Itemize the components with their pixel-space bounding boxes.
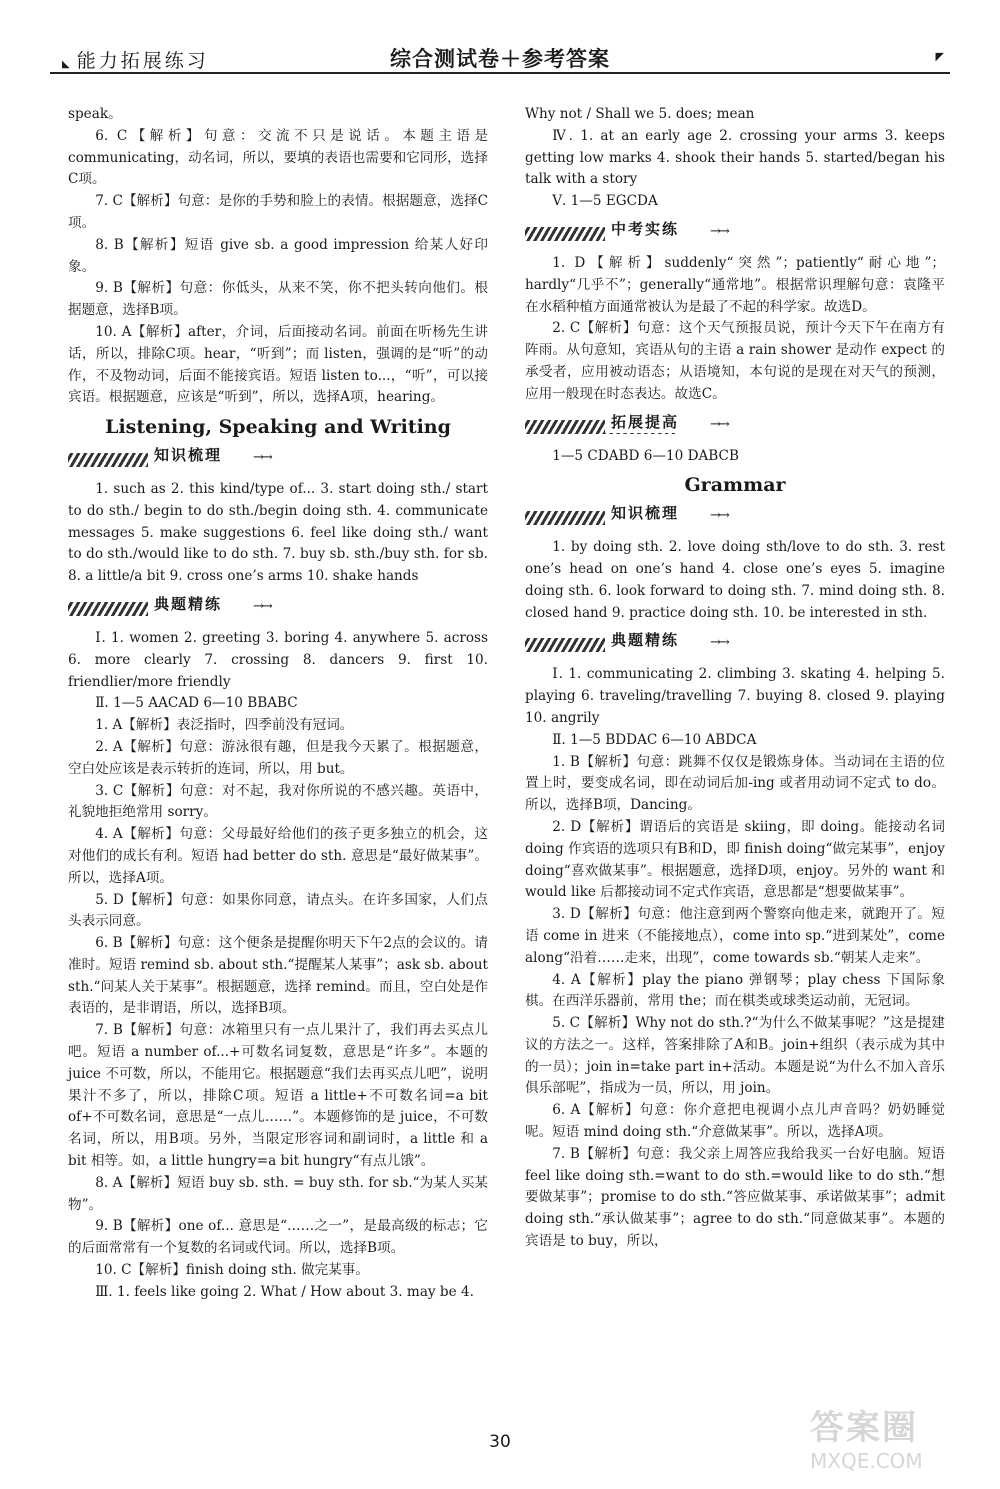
answer-paragraph: 8. A【解析】短语 buy sb. sth. = buy sth. for sb.“为某人买某物”。 xyxy=(68,1174,488,1213)
section-banner xyxy=(525,219,945,245)
answer-paragraph: 1. by doing sth. 2. love doing sth/love to do sth. 3. rest one’s head on one’s hand 4. close one’s eyes 5. imagine doing sth. 6. look forward to doing sth. 7. mind doing sth. 8. closed hand 9. practice doing sth. 10. be interested in sth. xyxy=(525,539,945,621)
answer-paragraph: 9. B【解析】句意：你低头，从来不笑，你不把头转向他们。根据题意，选择B项。 xyxy=(68,280,488,319)
section-banner xyxy=(525,503,945,529)
answer-paragraph: 5. D【解析】句意：如果你同意，请点头。在许多国家，人们点头表示同意。 xyxy=(68,891,488,930)
answer-paragraph: 9. B【解析】one of... 意思是“……之一”，是最高级的标志；它的后面常常有一个复数的名词或代词。所以，选择B项。 xyxy=(68,1218,488,1257)
answer-paragraph: 3. D【解析】句意：他注意到两个警察向他走来，就跑开了。短语 come in 进来（不能接地点），come into sp.“进到某处”，come along“沿着……走来，出现”，come towards sb.“朝某人走来”。 xyxy=(525,906,945,966)
answer-paragraph: 1. D【解析】suddenly“突然”；patiently“耐心地”；hardly“几乎不”；generally“通常地”。根据常识理解句意：袁隆平在水稻种植方面通常被认为是最了不起的科学家。故选D。 xyxy=(525,254,945,315)
answer-paragraph: Ⅰ. 1. women 2. greeting 3. boring 4. anywhere 5. across 6. more clearly 7. crossing 8. dancers 9. first 10. friendlier/more friendly xyxy=(68,629,488,690)
answer-paragraph: 7. B【解析】句意：冰箱里只有一点儿果汁了，我们再去买点儿吧。短语 a number of...+可数名词复数，意思是“许多”。本题的 juice 不可数，所以，不能用它。根据题意“我们去再买点儿吧”，说明果汁不多了，所以，排除C项。短语 a little+不可数名词=a bit of+不可数名词，意思是“一点儿……”。本题修饰的是 juice，不可数名词，所以，用B项。另外，当限定形容词和副词时，a little 和 a bit 相等。如，a little hungry=a bit hungry“有点儿饿”。 xyxy=(68,1022,488,1170)
section-banner xyxy=(525,412,945,438)
answer-paragraph: 6. A【解析】句意：你介意把电视调小点儿声音吗？奶奶睡觉呢。短语 mind doing sth.“介意做某事”。所以，选择A项。 xyxy=(525,1102,945,1141)
answer-paragraph: 10. C【解析】finish doing sth. 做完某事。 xyxy=(95,1262,369,1279)
answer-paragraph: 1. B【解析】句意：跳舞不仅仅是锻炼身体。当动词在主语的位置上时，要变成名词，即在动词后加-ing 或者用动词不定式 to do。所以，选择B项，Dancing。 xyxy=(525,753,945,814)
answer-paragraph: 1. such as 2. this kind/type of... 3. start doing sth./ start to do sth./ begin to do sth./begin doing sth. 4. communicate messages 5. make suggestions 6. feel like doing sth./ want to do sth./would like to do sth. 7. buy sb. sth./buy sth. for sb. 8. a little/a bit 9. cross one’s arms 10. shake hands xyxy=(68,480,488,585)
watermark-url: MXQE.COM xyxy=(810,1449,923,1473)
section-banner xyxy=(68,594,488,620)
left-column xyxy=(68,104,488,1304)
banner-label: 知识梳理 xyxy=(148,445,228,467)
answer-paragraph: 4. A【解析】play the piano 弹钢琴；play chess 下国际象棋。在西洋乐器前，常用 the；而在棋类或球类运动前，无冠词。 xyxy=(525,971,945,1010)
double-arrow-icon: →→ xyxy=(710,508,728,524)
answer-paragraph: 5. C【解析】Why not do sth.?“为什么不做某事呢？”这是提建议的方法之一。这样，答案排除了A和B。join+组织（表示成为其中的一员）；join in=take part in+活动。本题是说“为什么不加入音乐俱乐部呢”，指成为一员，所以，用 join。 xyxy=(525,1015,945,1097)
answer-paragraph: Ⅴ. 1—5 EGCDA xyxy=(552,193,658,210)
section-title: Grammar xyxy=(684,474,786,497)
double-arrow-icon: →→ xyxy=(253,598,271,614)
watermark-logo xyxy=(810,1400,980,1480)
answer-paragraph: speak。 xyxy=(68,106,122,122)
banner-label: 典题精练 xyxy=(605,630,685,652)
triangle-icon: ◣ xyxy=(62,59,73,70)
answer-paragraph: Ⅳ. 1. at an early age 2. crossing your arms 3. keeps getting low marks 4. shook their hands 5. started/began his talk with a story xyxy=(525,127,945,188)
banner-label: 知识梳理 xyxy=(605,503,685,525)
double-arrow-icon: →→ xyxy=(710,223,728,239)
answer-paragraph: 1. A【解析】表泛指时，四季前没有冠词。 xyxy=(95,717,354,734)
answer-paragraph: 2. A【解析】句意：游泳很有趣，但是我今天累了。根据题意，空白处应该是表示转折的连词，所以，用 but。 xyxy=(68,738,488,777)
double-arrow-icon: →→ xyxy=(710,416,728,432)
right-column xyxy=(525,104,945,1253)
section-title: Listening, Speaking and Writing xyxy=(105,416,451,439)
answer-paragraph: Ⅲ. 1. feels like going 2. What / How about 3. may be 4. xyxy=(95,1283,474,1300)
header-center-title: 综合测试卷＋参考答案 xyxy=(390,47,610,71)
double-arrow-icon: →→ xyxy=(710,635,728,651)
answer-paragraph: Why not / Shall we 5. does; mean xyxy=(525,106,755,122)
watermark-logo-text: 答案圈 xyxy=(810,1408,918,1448)
answer-paragraph: Ⅱ. 1—5 AACAD 6—10 BBABC xyxy=(95,695,298,712)
banner-label: 典题精练 xyxy=(148,594,228,616)
answer-paragraph: Ⅱ. 1—5 BDDAC 6—10 ABDCA xyxy=(552,731,757,748)
banner-label: 拓展提高 xyxy=(605,412,685,434)
double-arrow-icon: →→ xyxy=(253,449,271,465)
answer-paragraph: 6. B【解析】句意：这个便条是提醒你明天下午2点的会议的。请准时。短语 remind sb. about sth.“提醒某人某事”；ask sb. about sth.“问某人关于某事”。根据题意，选择 remind。而且，空白处是作表语的，是非谓语，所以，选择B项。 xyxy=(68,935,488,1017)
page-header xyxy=(50,42,950,74)
answer-paragraph: 8. B【解析】短语 give sb. a good impression 给某人好印象。 xyxy=(68,236,488,275)
section-banner xyxy=(68,445,488,471)
section-banner xyxy=(525,630,945,656)
triangle-right-icon: ◤ xyxy=(935,50,944,63)
answer-paragraph: 7. B【解析】句意：我父亲上周答应我给我买一台好电脑。短语 feel like doing sth.=want to do sth.=would like to do sth.“想要做某事”；promise to do sth.“答应做某事、承诺做某事”；admit doing sth.“承认做某事”；agree to do sth.“同意做某事”。本题的宾语是 to buy，所以， xyxy=(525,1145,945,1250)
answer-paragraph: 2. C【解析】句意：这个天气预报员说，预计今天下午在南方有阵雨。从句意知，宾语从句的主语 a rain shower 是动作 expect 的承受者，应用被动语态；从语境知，本句说的是现在对天气的预测，应用一般现在时态表达。故选C。 xyxy=(525,320,945,402)
banner-label: 中考实练 xyxy=(605,219,685,241)
answer-paragraph: 6. C【解析】句意：交流不只是说话。本题主语是communicating，动名词，所以，要填的表语也需要和它同形，选择C项。 xyxy=(68,127,488,188)
answer-paragraph: Ⅰ. 1. communicating 2. climbing 3. skating 4. helping 5. playing 6. traveling/travelling 7. buying 8. closed 9. playing 10. angrily xyxy=(525,666,945,726)
answer-paragraph: 10. A【解析】after，介词，后面接动名词。前面在听杨先生讲话，所以，排除C项。hear，“听到”；而 listen，强调的是“听”的动作，不及物动词，后面不能接宾语。短语 listen to...，“听”，可以接宾语。根据题意，应该是“听到”，所以，选择A项，hearing。 xyxy=(68,323,488,406)
answer-paragraph: 4. A【解析】句意：父母最好给他们的孩子更多独立的机会，这对他们的成长有利。短语 had better do sth. 意思是“最好做某事”。所以，选择A项。 xyxy=(68,826,488,886)
answer-paragraph: 1—5 CDABD 6—10 DABCB xyxy=(552,447,739,464)
answer-paragraph: 3. C【解析】句意：对不起，我对你所说的不感兴趣。英语中，礼貌地拒绝常用 sorry。 xyxy=(68,782,488,821)
answer-paragraph: 2. D【解析】谓语后的宾语是 skiing，即 doing。能接动名词 doing 作宾语的选项只有B和D，即 finish doing“做完某事”，enjoy doing“喜欢做某事”。根据题意，选择D项，enjoy。另外的 want 和 would like 后都接动词不定式作宾语，意思都是“想要做某事”。 xyxy=(525,818,945,901)
header-left-text: 能力拓展练习 xyxy=(76,50,209,72)
answer-paragraph: 7. C【解析】句意：是你的手势和脸上的表情。根据题意，选择C项。 xyxy=(68,193,488,231)
page-number: 30 xyxy=(489,1432,511,1452)
